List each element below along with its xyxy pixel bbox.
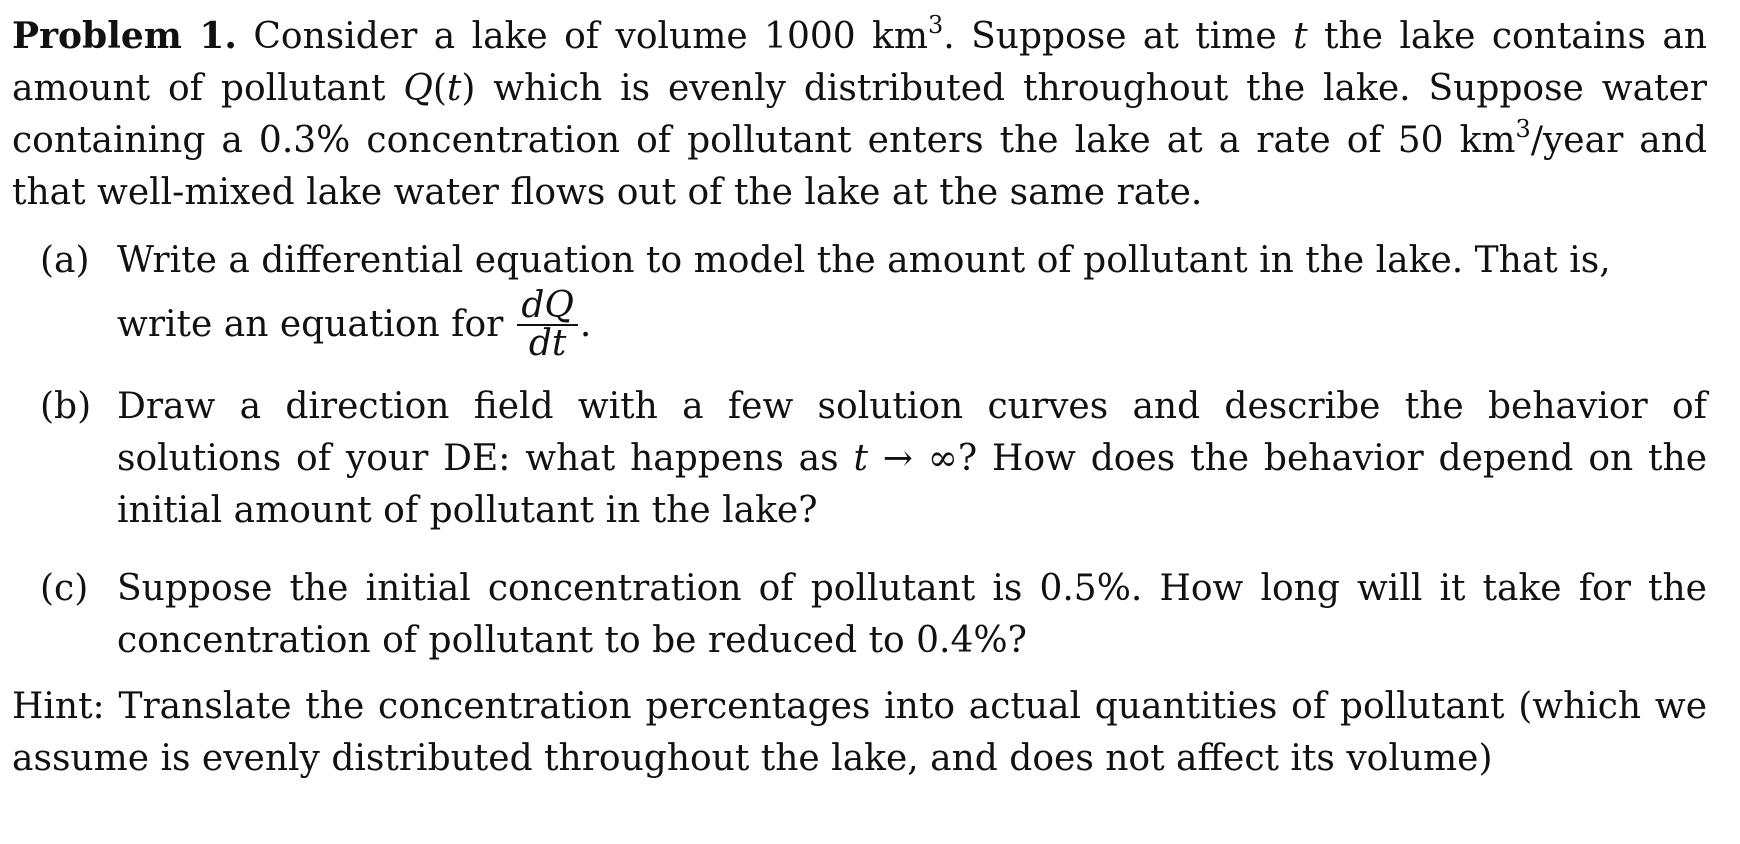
fraction-denominator: dt xyxy=(528,323,567,364)
sub-question-b-text-2: ? How does the behavior depend on the initial amount of pollutant in the lake? xyxy=(117,438,1707,531)
fraction-numerator: dQ xyxy=(521,285,574,326)
sub-question-a-text-2: write an equation for xyxy=(117,304,504,345)
intro-text-4: which is evenly distributed throughout the lake. Suppose water containing a 0.3% concentration of pollutant enters the lake at a rate of 50 km xyxy=(12,68,1708,161)
problem-statement xyxy=(12,10,1707,219)
intro-text-5: /year and that well-mixed lake water flows out of the lake at the same rate. xyxy=(12,120,1707,213)
paren-open: ( xyxy=(432,68,447,109)
arrow-infinity: → ∞ xyxy=(867,438,958,479)
intro-text-1: Consider a lake of volume 1000 km xyxy=(253,16,929,57)
hint-paragraph: Hint: Translate the concentration percentages into actual quantities of pollutant (which we assume is evenly distributed throughout the lake, and does not affect its volume) xyxy=(12,686,1707,779)
sub-question-b xyxy=(12,381,1707,537)
sub-questions xyxy=(12,235,1707,667)
sub-question-c xyxy=(12,563,1707,667)
sub-question-b-label: (b) xyxy=(40,386,92,427)
variable-Q: Q xyxy=(403,68,433,109)
sub-question-a-line-2 xyxy=(117,287,1707,363)
variable-t-b: t xyxy=(853,438,868,479)
problem-document xyxy=(12,10,1707,785)
intro-text-2: . Suppose at time xyxy=(943,16,1294,57)
sub-question-a-period: . xyxy=(579,304,592,345)
exponent-3: 3 xyxy=(928,11,944,39)
sub-question-b-text-1: Draw a direction field with a few solution curves and describe the behavior of solutions of your DE: what happens as xyxy=(117,386,1707,479)
variable-t-arg: t xyxy=(446,68,462,109)
intro-text-3: the lake contains an amount of pollutant xyxy=(12,16,1707,109)
sub-question-c-label: (c) xyxy=(40,568,89,609)
variable-t: t xyxy=(1293,16,1308,57)
sub-question-a-line-1: Write a differential equation to model the amount of pollutant in the lake. That is, xyxy=(117,240,1611,281)
problem-label: Problem 1. xyxy=(12,15,237,57)
sub-question-a-label: (a) xyxy=(40,240,90,281)
exponent-3b: 3 xyxy=(1515,115,1531,143)
derivative-fraction xyxy=(517,285,578,364)
sub-question-a xyxy=(12,235,1707,363)
paren-close: ) xyxy=(461,68,476,109)
sub-question-c-text: Suppose the initial concentration of pollutant is 0.5%. How long will it take for the concentration of pollutant to be reduced to 0.4%? xyxy=(117,568,1707,661)
